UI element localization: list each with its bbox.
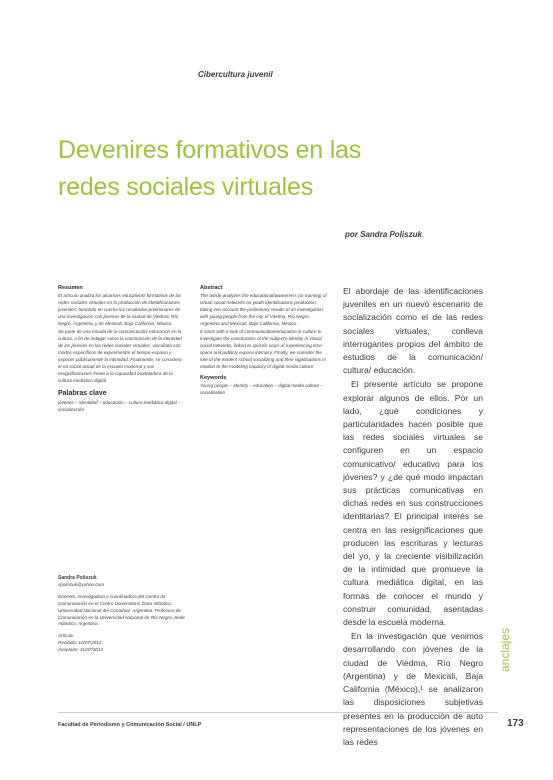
journal-side-label xyxy=(498,612,518,682)
title-line-1: Devenires formativos en las xyxy=(58,136,362,164)
article-label: Artículo xyxy=(58,633,74,639)
author-email[interactable]: spoliszuk@yahoo.com xyxy=(58,581,105,587)
byline: por Sandra Poliszuk xyxy=(345,230,422,239)
title-line-2: redes sociales virtuales xyxy=(58,173,314,201)
keywords: Young people – Identity – education – digital media culture – socialization xyxy=(200,382,323,395)
abstract-paragraph-1: The article analyzes the educational/awareness (or training) of virtual social networks on youth identifications production; taking into account the preliminary results of an investigation with young people from the city of Viedma, Río Negro, Argentina and Mexicali, Baja California, Mexico. xyxy=(200,292,327,326)
footer-institution: Facultad de Periodismo y Comunicación Social / UNLP xyxy=(58,722,202,728)
body-paragraph-1: El abordaje de las identificaciones juveniles en un nuevo escenario de socialización como el de las redes sociales virtuales, conlleva interrogantes propios del ámbito de estudios de la comunicación/ cultura/ educación. xyxy=(343,286,483,376)
received-date: Recibido: 10/07/2012 xyxy=(58,640,102,646)
resumen-paragraph-2: Se parte de una mirada de la comunicación/ educación en la cultura, a fin de indagar sobre la construcción de la identidad de los jóvenes en las redes sociales virtuales, vinculada con modos específicos de experimentar el tiempo-espacio y exponer públicamente la intimidad. Finalmente, se considera el rol social actual de la escuela moderna y sus resignificaciones frente a la capacidad modeladora de la cultura mediático digital. xyxy=(58,329,182,383)
resumen-paragraph-1: El artículo analiza los alcances educativos/ formativos de las redes sociales virtuales en la producción de identificaciones juveniles; tomando en cuenta los resultados preliminares de una investigación con jóvenes de la ciudad de Viedma, Río Negro, Argentina, y de Mexicali, Baja California, México. xyxy=(58,292,182,326)
author-bio: Docente, investigadora y coordinadora del Centro de Comunicación en el Centro Universitario Zona Atlántica, Universidad Nacional del Comahue, Argentina. Profesora de Comunicación en la Universidad Nacional de Río Negro, Sede Atlántica, Argentina. xyxy=(58,593,185,627)
page-number: 173 xyxy=(507,718,524,729)
article-title xyxy=(58,132,388,206)
side-label-text: anclajes xyxy=(498,627,512,672)
abstract-column xyxy=(200,285,328,399)
abstract-paragraph-2: It starts with a look of communication/education in culture to investigate the construction of the subject's identity in virtual social networks, linked to specific ways of experiencing time-space and publicly expose intimacy. Finally, we consider the role of the modern school socializing and their significations in relation to the modeling capacity of digital media culture. xyxy=(200,329,326,369)
accepted-date: Aceptado: 31/07/2013 xyxy=(58,647,103,653)
body-paragraph-3: En la investigación que venimos desarrollando con jóvenes de la ciudad de Viedma, Río Negro (Argentina) y de Mexicali, Baja California (México),¹ se analizaron las disposiciones subjetivas presentes en la producción de auto representaciones de los jóvenes en las redes xyxy=(343,631,483,747)
resumen-heading: Resumen xyxy=(58,285,83,291)
body-text xyxy=(343,285,483,750)
author-info xyxy=(58,575,190,654)
palabras-clave-heading: Palabras clave xyxy=(58,389,107,397)
palabras-clave: jóvenes – identidad – educación – cultura mediática digital – socialización xyxy=(58,399,181,412)
author-name: Sandra Poliszuk xyxy=(58,575,97,581)
section-title: Cibercultura juvenil xyxy=(198,70,273,79)
keywords-heading: Keywords xyxy=(200,374,227,381)
body-paragraph-2: El presente artículo se propone explorar algunos de ellos. Por un lado, ¿qué condiciones y particularidades hacen posible que las redes sociales virtuales se configuren en un espacio comunicativo/ educativo para los jóvenes? y ¿de qué modo impactan sus prácticas comunicativas en dichas redes en sus construcciones identitarias? El principal interés se centra en las resignificaciones que producen las escrituras y lecturas del yo, y la creciente visibilización de la intimidad que promueve la cultura mediática digital, en las formas de conocer el mundo y construir comunidad, asentadas desde la escuela moderna. xyxy=(343,379,483,628)
abstract-heading: Abstract xyxy=(200,285,223,291)
resumen-column xyxy=(58,285,186,415)
footer-divider xyxy=(58,712,498,713)
